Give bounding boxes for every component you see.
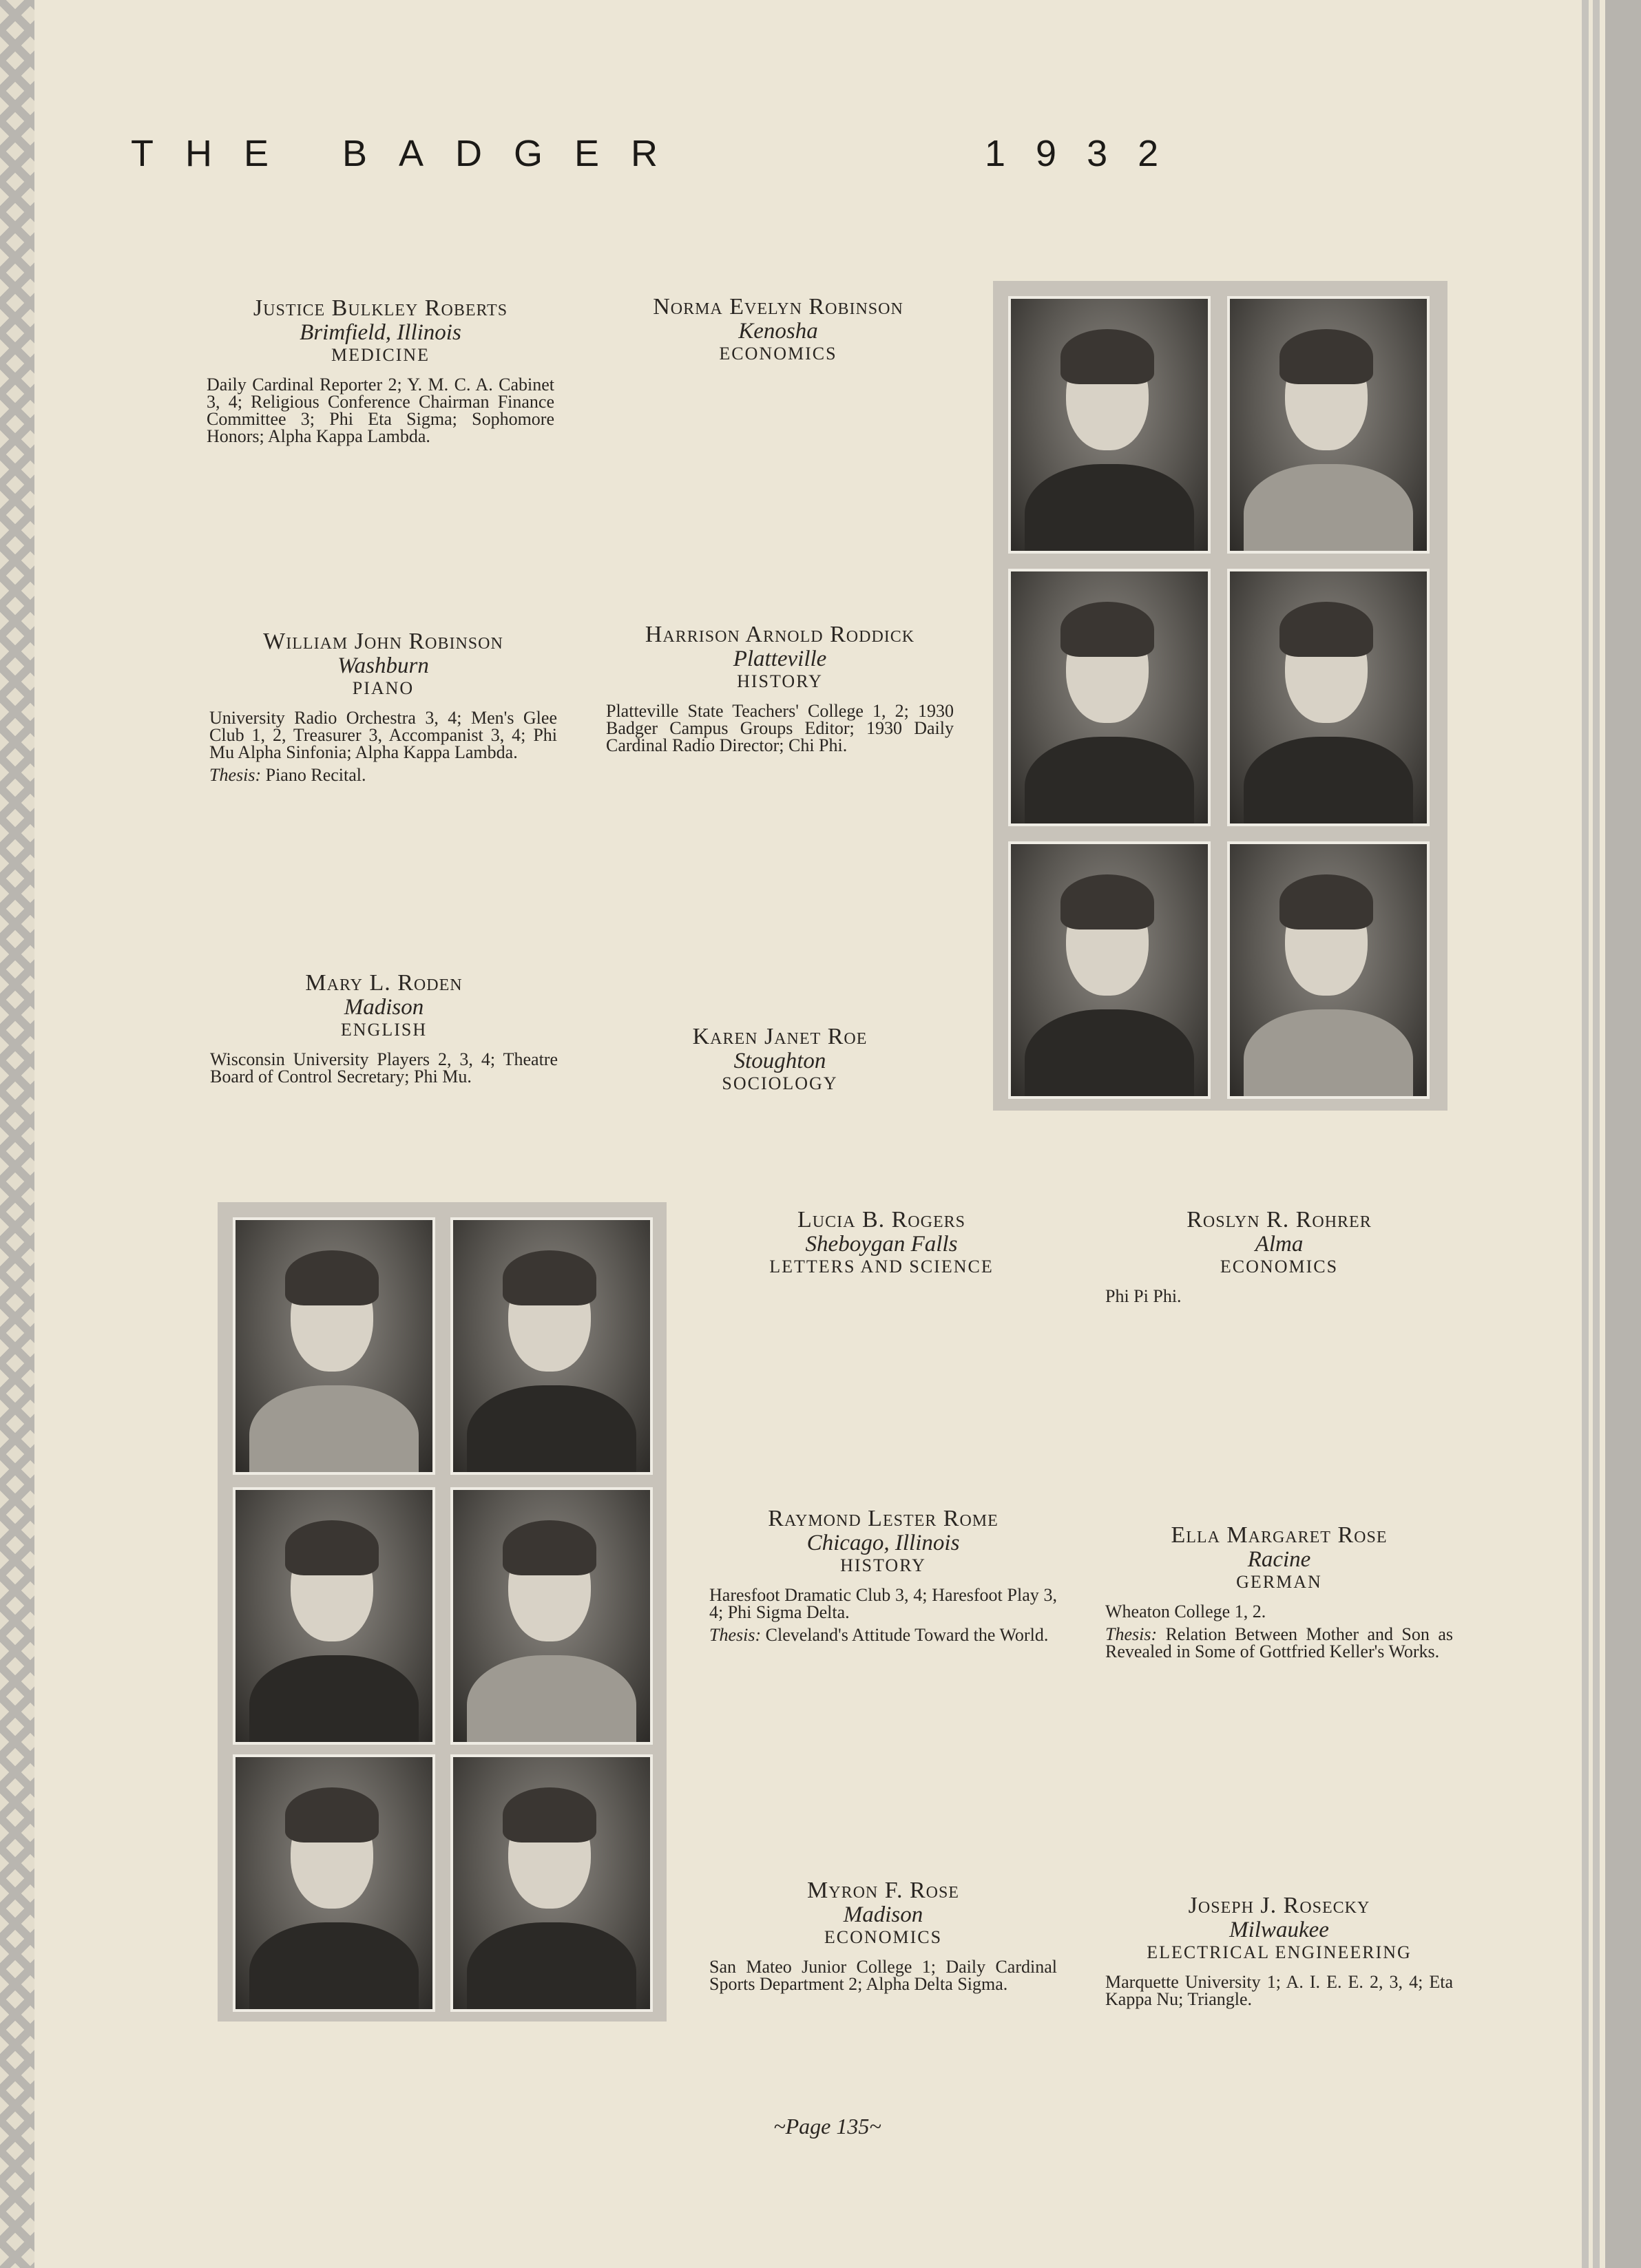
student-major: PIANO [352, 678, 415, 698]
portrait-photo [233, 1217, 435, 1475]
student-name: Lucia B. Rogers [797, 1207, 965, 1232]
student-entry [209, 629, 557, 784]
portrait-photo [1227, 296, 1430, 554]
student-activities: San Mateo Junior College 1; Daily Cardinal Sports Department 2; Alpha Delta Sigma. [709, 1957, 1057, 1994]
student-hometown: Kenosha [738, 319, 818, 344]
thesis-title: Relation Between Mother and Son as Revealed in Some of Gottfried Keller's Works. [1105, 1624, 1453, 1661]
student-major: ELECTRICAL ENGINEERING [1147, 1942, 1412, 1962]
student-activities: University Radio Orchestra 3, 4; Men's Glee Club 1, 2, Treasurer 3, Accompanist 3, 4; Phi Mu Alpha Sinfonia; Alpha Kappa Lambda. [209, 708, 557, 762]
portrait-photo [233, 1754, 435, 2012]
page-number: ~Page 135~ [773, 2114, 881, 2139]
portrait-photo [1008, 296, 1211, 554]
student-major: HISTORY [737, 671, 823, 691]
student-activities: Phi Pi Phi. [1105, 1286, 1182, 1306]
student-name: Raymond Lester Rome [768, 1506, 999, 1531]
student-entry [606, 622, 954, 754]
student-entry [606, 1025, 954, 1095]
right-decorative-border [1572, 0, 1641, 2268]
page-header [131, 132, 1233, 180]
thesis-label: Thesis: [709, 1625, 762, 1645]
student-major: ECONOMICS [1220, 1257, 1339, 1277]
student-activities: Haresfoot Dramatic Club 3, 4; Haresfoot Play 3, 4; Phi Sigma Delta. [709, 1585, 1057, 1622]
student-name: Mary L. Roden [305, 970, 463, 996]
student-activities: Wheaton College 1, 2. [1105, 1602, 1266, 1621]
student-entry [606, 295, 950, 365]
yearbook-title: THE BADGER [131, 133, 690, 174]
thesis-label: Thesis: [209, 765, 262, 785]
student-name: Karen Janet Roe [692, 1024, 868, 1049]
student-name: Justice Bulkley Roberts [253, 295, 508, 321]
portrait-grid-bottom [218, 1202, 667, 2022]
student-activities: Wisconsin University Players 2, 3, 4; Theatre Board of Control Secretary; Phi Mu. [210, 1049, 558, 1086]
student-major: SOCIOLOGY [722, 1073, 838, 1093]
student-major: ENGLISH [340, 1020, 428, 1040]
student-major: ECONOMICS [824, 1927, 943, 1947]
thesis-title: Piano Recital. [265, 765, 366, 785]
student-activities: Platteville State Teachers' College 1, 2; 1930 Badger Campus Groups Editor; 1930 Daily Cardinal Radio Director; Chi Phi. [606, 701, 954, 755]
student-name: William John Robinson [263, 629, 503, 654]
yearbook-year: 1932 [985, 133, 1189, 174]
student-entry [1105, 1208, 1453, 1305]
portrait-photo [450, 1754, 653, 2012]
student-entry [709, 1878, 1057, 1993]
student-hometown: Washburn [337, 653, 429, 678]
student-name: Harrison Arnold Roddick [645, 622, 915, 647]
student-hometown: Chicago, Illinois [806, 1531, 960, 1555]
portrait-photo [1227, 841, 1430, 1099]
student-name: Joseph J. Rosecky [1188, 1893, 1370, 1918]
student-major: GERMAN [1236, 1572, 1322, 1592]
student-name: Norma Evelyn Robinson [653, 294, 903, 319]
student-entry [709, 1506, 1057, 1644]
student-hometown: Madison [344, 995, 424, 1020]
page-footer [0, 2114, 1641, 2139]
student-activities: Daily Cardinal Reporter 2; Y. M. C. A. Cabinet 3, 4; Religious Conference Chairman Finance Committee 3; Phi Eta Sigma; Sophomore Honors; Alpha Kappa Lambda. [207, 375, 554, 446]
student-name: Myron F. Rose [807, 1878, 959, 1903]
portrait-photo [1227, 569, 1430, 826]
student-entry [210, 971, 558, 1085]
left-decorative-border [0, 0, 34, 2268]
student-thesis [209, 766, 557, 784]
student-major: ECONOMICS [719, 344, 837, 364]
student-hometown: Madison [843, 1902, 923, 1927]
student-thesis [1105, 1626, 1453, 1660]
portrait-photo [450, 1217, 653, 1475]
student-major: MEDICINE [331, 345, 430, 365]
portrait-photo [1008, 569, 1211, 826]
student-hometown: Stoughton [733, 1049, 826, 1073]
portrait-photo [233, 1487, 435, 1745]
portrait-photo [1008, 841, 1211, 1099]
student-entry [709, 1208, 1054, 1278]
student-entry [207, 296, 554, 445]
student-entry [1105, 1523, 1453, 1660]
student-hometown: Racine [1247, 1547, 1311, 1572]
student-major: LETTERS AND SCIENCE [769, 1257, 994, 1277]
student-activities: Marquette University 1; A. I. E. E. 2, 3, 4; Eta Kappa Nu; Triangle. [1105, 1972, 1453, 2009]
thesis-label: Thesis: [1105, 1624, 1158, 1644]
portrait-grid-top [993, 281, 1447, 1111]
student-hometown: Milwaukee [1229, 1918, 1329, 1942]
student-hometown: Alma [1255, 1232, 1304, 1257]
student-name: Ella Margaret Rose [1171, 1522, 1388, 1548]
student-entry [1105, 1893, 1453, 2008]
thesis-title: Cleveland's Attitude Toward the World. [765, 1625, 1049, 1645]
portrait-photo [450, 1487, 653, 1745]
student-hometown: Brimfield, Illinois [300, 320, 461, 345]
student-name: Roslyn R. Rohrer [1187, 1207, 1372, 1232]
student-hometown: Sheboygan Falls [805, 1232, 958, 1257]
student-major: HISTORY [840, 1555, 926, 1575]
student-thesis [709, 1626, 1057, 1644]
student-hometown: Platteville [733, 647, 827, 671]
